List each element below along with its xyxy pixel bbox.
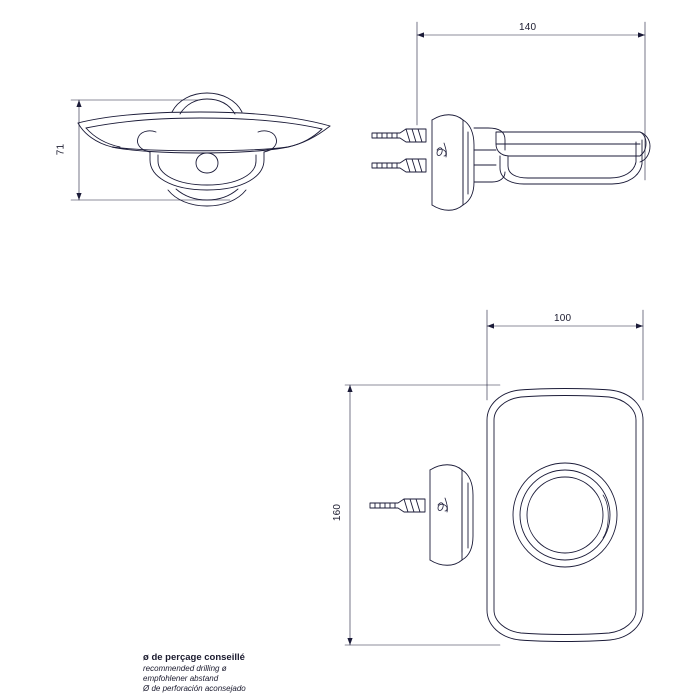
dimension-label-140: 140 xyxy=(519,22,537,33)
legend-line-de: empfohlener abstand xyxy=(143,674,219,683)
dimension-label-100: 100 xyxy=(554,313,572,324)
dimension-label-71: 71 xyxy=(55,143,67,156)
legend-line-es: Ø de perforación aconsejado xyxy=(143,684,246,693)
dimension-label-160: 160 xyxy=(332,503,344,522)
legend-line-en: recommended drilling ø xyxy=(143,664,227,673)
legend-title: ø de perçage conseillé xyxy=(143,652,245,663)
side-view-soap-dish xyxy=(372,22,650,210)
top-view-mounting-plate xyxy=(345,310,643,645)
front-view-soap-dish xyxy=(71,93,330,206)
